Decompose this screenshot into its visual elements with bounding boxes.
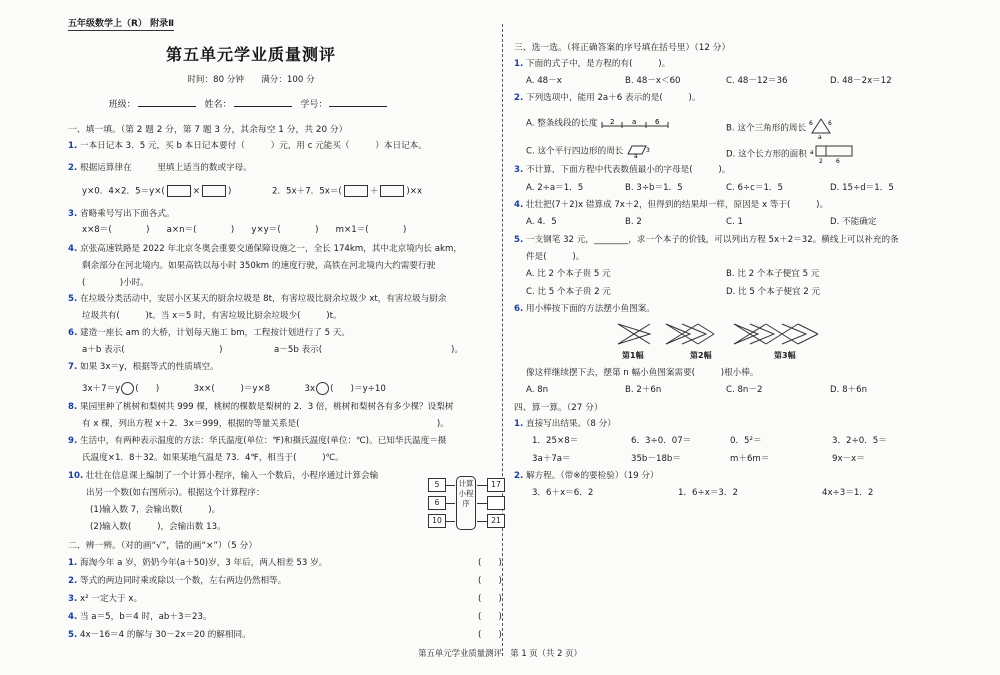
q2-expr-a: y×0．4×2．5＝y×( × )	[82, 186, 232, 197]
answer-circle[interactable]	[316, 382, 329, 395]
rectangle-figure	[810, 144, 854, 164]
name-label: 姓名：	[204, 100, 232, 110]
choice-5-opt-a[interactable]: A. 比 2 个本子贵 5 元	[526, 269, 611, 279]
choice-6-opt-a[interactable]: A. 8n	[526, 385, 549, 395]
svg-text:2: 2	[818, 158, 823, 164]
segment-figure	[600, 117, 670, 129]
choice-4-opt-a[interactable]: A. 4．5	[526, 217, 557, 227]
q10-line-2: 出另一个数(如右图所示)。根据这个计算程序：	[86, 488, 265, 498]
svg-text:6: 6	[655, 118, 660, 126]
question-1: 1. 一本日记本 3．5 元，买 b 本日记本要付（ ）元，用 c 元能买（ ）本日记本。	[68, 141, 427, 151]
answer-paren[interactable]: ( )	[478, 612, 502, 622]
student-info	[0, 97, 502, 110]
choice-1: 1. 下面的式子中，是方程的有( )。	[514, 59, 671, 69]
figure-label-1: 第1幅	[622, 351, 644, 360]
page-title: 第五单元学业质量测评	[165, 45, 336, 64]
choice-5-opt-b[interactable]: B. 比 2 个本子便宜 5 元	[726, 269, 820, 279]
question-3: 3. 省略乘号写出下面各式。	[68, 209, 175, 219]
svg-text:6: 6	[835, 158, 840, 164]
judge-3: 3. x² 一定大于 x。	[68, 594, 143, 604]
question-4: 4. 京张高速铁路是 2022 年北京冬奥会重要交通保障设施之一，全长 174km，其中北京境内长 akm，	[68, 244, 462, 254]
choice-1-opt-a[interactable]: A. 48－x	[526, 76, 562, 86]
choice-5: 5. 一支钢笔 32 元，________，求一个本子的价钱，可以列出方程 5x＋2＝32。横线上可以补充的条	[514, 235, 899, 245]
question-2: 2. 根据运算律在 里填上适当的数或字母。	[68, 163, 252, 173]
choice-1-opt-d[interactable]: D. 48－2x＝12	[830, 76, 892, 86]
output-box-blank	[487, 496, 505, 510]
svg-text:a: a	[634, 153, 638, 158]
page-footer: 第五单元学业质量测评 第 1 页（共 2 页）	[418, 648, 582, 658]
id-label: 学号：	[300, 100, 328, 110]
judge-1: 1. 海淘今年 a 岁，奶奶今年(a＋50)岁，3 年后，两人相差 53 岁。	[68, 558, 328, 568]
svg-text:a: a	[632, 118, 637, 126]
fish-pattern-figure	[606, 320, 846, 348]
calc-item[interactable]: 35b－18b＝	[631, 454, 681, 464]
choice-6-opt-c[interactable]: C. 8n－2	[726, 385, 763, 395]
calc-1: 1. 直接写出结果。（8 分）	[514, 419, 616, 429]
answer-box[interactable]	[202, 185, 226, 197]
choice-5-opt-c[interactable]: C. 比 5 个本子贵 2 元	[526, 287, 611, 297]
choice-4: 4. 壮壮把(7＋2)x 错算成 7x＋2，但得到的结果却一样，原因是 x 等于( )。	[514, 200, 829, 210]
arrow-icon	[445, 503, 455, 504]
input-box: 6	[428, 496, 446, 510]
answer-paren[interactable]: ( )	[478, 558, 502, 568]
calc-2: 2. 解方程。（带※的要检验）（19 分）	[514, 471, 659, 481]
question-8: 8. 果园里种了桃树和梨树共 999 棵，桃树的棵数是梨树的 2．3 倍，桃树和梨树各有多少棵？设梨树	[68, 402, 454, 412]
svg-text:a: a	[817, 134, 822, 139]
q3-row: x×8＝( ) a×n＝( ) y×y＝( ) m×1＝( )	[82, 225, 407, 235]
svg-text:2: 2	[610, 118, 615, 126]
output-box: 21	[487, 514, 505, 528]
choice-6-opt-b[interactable]: B. 2＋6n	[625, 385, 662, 395]
arrow-icon	[477, 503, 487, 504]
svg-text:a: a	[809, 149, 814, 156]
question-6: 6. 建造一座长 am 的大桥，计划每天施工 bm，工程按计划进行了 5 天。	[68, 328, 351, 338]
q2-expr-b: 2．5x＋7．5x＝( ＋ )×x	[272, 186, 423, 197]
answer-paren[interactable]: ( )	[478, 630, 502, 640]
triangle-figure	[809, 117, 833, 139]
choice-6-line-2: 像这样继续摆下去，摆第 n 幅小鱼图案需要( )根小棒。	[526, 368, 759, 378]
choice-1-opt-b[interactable]: B. 48－x＜60	[625, 76, 681, 86]
arrow-icon	[445, 485, 455, 486]
judge-2: 2. 等式的两边同时乘或除以一个数，左右两边仍然相等。	[68, 576, 287, 586]
choice-2-opt-b[interactable]: B. 这个三角形的周长 6 6 a	[726, 117, 833, 139]
choice-5-line-2: 件是( )。	[526, 252, 585, 262]
arrow-icon	[477, 485, 487, 486]
choice-6: 6. 用小棒按下面的方法摆小鱼图案。	[514, 304, 655, 314]
choice-2-opt-d[interactable]: D. 这个长方形的面积 a 2 6	[726, 144, 854, 164]
input-box: 10	[428, 514, 446, 528]
q10-sub-1: (1)输入数 7，会输出数( )。	[90, 505, 221, 515]
choice-6-opt-d[interactable]: D. 8＋6n	[830, 385, 868, 395]
equation-item[interactable]: 4x÷3＝1．2	[822, 488, 874, 498]
choice-4-opt-c[interactable]: C. 1	[726, 217, 743, 227]
question-7: 7. 如果 3x＝y，根据等式的性质填空。	[68, 362, 219, 372]
header-label: 五年级数学上（R） 附录Ⅱ	[68, 19, 174, 31]
fish-pattern-svg	[606, 320, 846, 348]
figure-label-3: 第3幅	[774, 351, 796, 360]
calc-item[interactable]: 3a＋7a＝	[532, 454, 571, 464]
input-box: 5	[428, 478, 446, 492]
question-9: 9. 生活中，有两种表示温度的方法：华氏温度(单位：℉)和摄氏温度(单位：℃)。已知华氏温度＝摄	[68, 436, 447, 446]
name-field[interactable]	[234, 97, 292, 107]
class-field[interactable]	[138, 97, 196, 107]
answer-paren[interactable]: ( )	[478, 576, 502, 586]
program-box: 计算小程序	[456, 476, 476, 530]
choice-4-opt-d[interactable]: D. 不能确定	[830, 217, 877, 227]
q10-sub-2: (2)输入数( )，会输出数 13。	[90, 522, 226, 532]
calc-item[interactable]: 6．3÷0．07＝	[631, 436, 692, 446]
class-label: 班级：	[108, 100, 136, 110]
choice-1-opt-c[interactable]: C. 48－12＝36	[726, 76, 788, 86]
answer-box[interactable]	[344, 185, 368, 197]
id-field[interactable]	[329, 97, 387, 107]
choice-2: 2. 下列选项中，能用 2a＋6 表示的是( )。	[514, 93, 701, 103]
question-5: 5. 在垃圾分类活动中，安居小区某天的厨余垃圾是 8t，有害垃圾比厨余垃圾少 xt，有害垃圾与厨余	[68, 294, 447, 304]
calc-item[interactable]: 1．25×8＝	[532, 436, 579, 446]
section-3-title: 三、选一选。（将正确答案的序号填在括号里）（12 分）	[514, 43, 731, 53]
section-2-title: 二、辨一辨。（对的画“√”，错的画“×”）（5 分）	[68, 541, 258, 551]
svg-text:6: 6	[827, 120, 832, 127]
choice-3-opt-a[interactable]: A. 2÷a＝1．5	[526, 183, 584, 193]
answer-circle[interactable]	[121, 382, 134, 395]
time-score-line: 时间：80 分钟 满分：100 分	[187, 75, 315, 85]
judge-4: 4. 当 a＝5，b＝4 时，ab＋3＝23。	[68, 612, 212, 622]
choice-3: 3. 不计算，下面方程中代表数值最小的字母是( )。	[514, 165, 731, 175]
q8-line-2: 有 x 棵，列出方程 x＋2．3x＝999，根据的等量关系是( )。	[82, 419, 449, 429]
calc-item[interactable]: 0．5²＝	[730, 436, 762, 446]
question-10: 10. 壮壮在信息课上编制了一个计算小程序，输入一个数后，小程序通过计算会输	[68, 471, 379, 481]
section-4-title: 四、算一算。（27 分）	[514, 403, 603, 413]
output-box: 17	[487, 478, 505, 492]
arrow-icon	[445, 521, 455, 522]
calc-item[interactable]: m＋6m＝	[730, 454, 770, 464]
q4-line-2: 剩余部分在河北境内。如果高铁以每小时 350km 的速度行驶，高铁在河北境内大约需要行驶	[82, 261, 436, 271]
calc-item[interactable]: 9x－x＝	[832, 454, 865, 464]
choice-3-opt-c[interactable]: C. 6÷c＝1．5	[726, 183, 783, 193]
parallelogram-figure	[626, 144, 650, 158]
choice-2-opt-a[interactable]: A. 整条线段的长度 2 a 6	[526, 117, 670, 129]
answer-box[interactable]	[167, 185, 191, 197]
program-flow-diagram	[428, 476, 505, 530]
column-divider	[502, 24, 503, 656]
q4-line-3: ( )小时。	[82, 278, 149, 288]
arrow-icon	[477, 521, 487, 522]
choice-4-opt-b[interactable]: B. 2	[625, 217, 642, 227]
q9-line-2: 氏温度×1．8＋32。如果某地气温是 73．4℉，相当于( )℃。	[82, 453, 344, 463]
q6-row: a＋b 表示( ) a－5b 表示( )。	[82, 345, 463, 355]
equation-item[interactable]: 3．6＋x＝6．2	[532, 488, 594, 498]
choice-3-opt-d[interactable]: D. 15÷d＝1．5	[830, 183, 894, 193]
answer-paren[interactable]: ( )	[478, 594, 502, 604]
equation-item[interactable]: 1．6÷x＝3．2	[678, 488, 738, 498]
svg-text:3: 3	[646, 147, 650, 154]
q7-row: 3x＋7＝y ( ) 3x×( )＝y×8 3x ( )＝y÷10	[82, 384, 386, 394]
calc-item[interactable]: 3．2÷0．5＝	[832, 436, 887, 446]
q5-line-2: 垃圾共有( )t。当 x＝5 时，有害垃圾比厨余垃圾少( )t。	[82, 311, 342, 321]
choice-3-opt-b[interactable]: B. 3÷b＝1．5	[625, 183, 683, 193]
answer-box[interactable]	[380, 185, 404, 197]
section-1-title: 一、填一填。（第 2 题 2 分，第 7 题 3 分，其余每空 1 分，共 20 分）	[68, 125, 348, 135]
svg-text:6: 6	[808, 120, 813, 127]
figure-label-2: 第2幅	[690, 351, 712, 360]
choice-5-opt-d[interactable]: D. 比 5 个本子便宜 2 元	[726, 287, 821, 297]
judge-5: 5. 4x－16＝4 的解与 30－2x＝20 的解相同。	[68, 630, 251, 640]
choice-2-opt-c[interactable]: C. 这个平行四边形的周长 a 3	[526, 144, 650, 158]
